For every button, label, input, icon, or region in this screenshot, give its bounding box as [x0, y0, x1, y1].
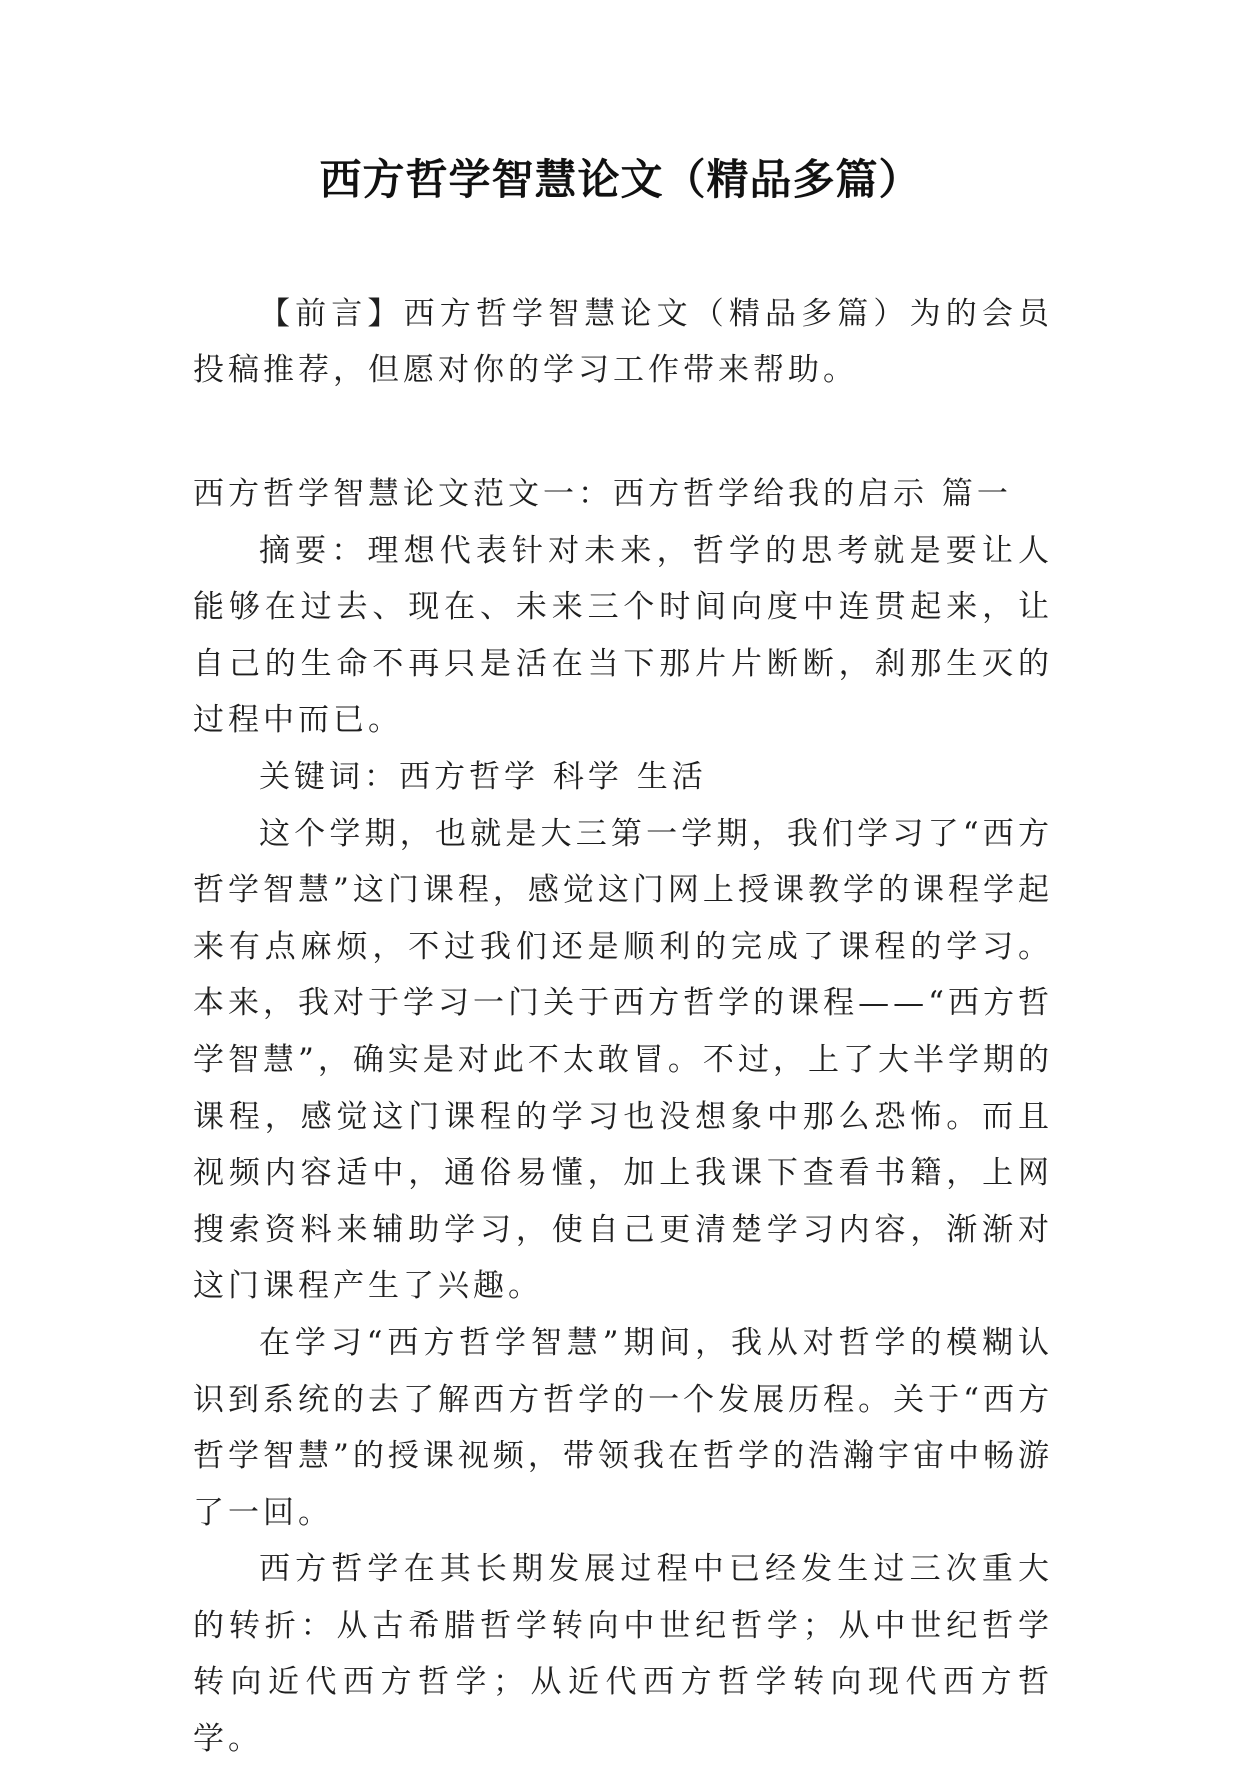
body-paragraph: 西方哲学在其长期发展过程中已经发生过三次重大的转折：从古希腊哲学转向中世纪哲学；从中世纪哲学转向近代西方哲学；从近代西方哲学转向现代西方哲学。	[193, 1551, 1053, 1758]
keywords-line: 关键词：西方哲学 科学 生活	[259, 758, 707, 795]
document-title: 西方哲学智慧论文（精品多篇）	[319, 155, 922, 204]
abstract-paragraph: 摘要：理想代表针对未来，哲学的思考就是要让人能够在过去、现在、未来三个时间向度中连贯起来，让自己的生命不再只是活在当下那片片断断，刹那生灭的过程中而已。	[193, 532, 1053, 739]
body-paragraph: 这个学期，也就是大三第一学期，我们学习了“西方哲学智慧”这门课程，感觉这门网上授课教学的课程学起来有点麻烦，不过我们还是顺利的完成了课程的学习。本来，我对于学习一门关于西方哲学的课程——“西方哲学智慧”，确实是对此不太敢冒。不过，上了大半学期的课程，感觉这门课程的学习也没想象中那么恐怖。而且视频内容适中，通俗易懂，加上我课下查看书籍，上网搜索资料来辅助学习，使自己更清楚学习内容，渐渐对这门课程产生了兴趣。	[193, 815, 1053, 1305]
article-body	[193, 466, 1053, 1768]
body-paragraph: 在学习“西方哲学智慧”期间，我从对哲学的模糊认识到系统的去了解西方哲学的一个发展历程。关于“西方哲学智慧”的授课视频，带领我在哲学的浩瀚宇宙中畅游了一回。	[193, 1324, 1053, 1531]
preface-paragraph: 【前言】西方哲学智慧论文（精品多篇）为的会员投稿推荐，但愿对你的学习工作带来帮助。	[193, 296, 1053, 388]
section-heading: 西方哲学智慧论文范文一：西方哲学给我的启示 篇一	[193, 476, 1012, 512]
